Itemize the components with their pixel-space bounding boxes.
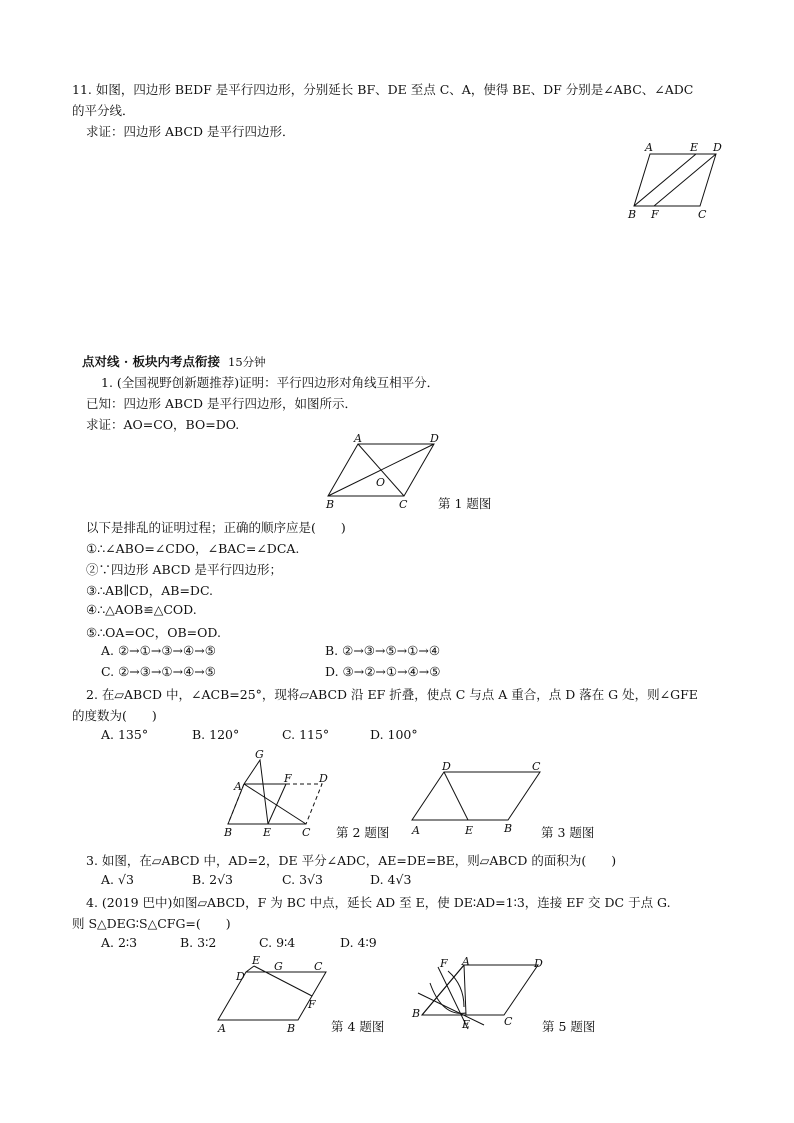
q2-diagonal-ac	[244, 784, 306, 824]
q1-step-2: ②∵四边形 ABCD 是平行四边形；	[86, 562, 282, 577]
q3-figure	[410, 758, 544, 840]
q1-step-3: ③∴AB∥CD，AB=DC.	[86, 583, 214, 598]
q4-label-f: F	[308, 998, 316, 1011]
q3-label-c: C	[532, 760, 541, 773]
q1-label-c: C	[399, 498, 408, 511]
q5-label-f: F	[440, 957, 448, 970]
q4-text-line2: 则 S△DEG∶S△CFG=( )	[72, 916, 231, 931]
q3-label-a: A	[412, 824, 420, 837]
q4-option-c: C. 9∶4	[259, 935, 296, 950]
q5-label-a: A	[462, 955, 470, 968]
q4-option-b: B. 3∶2	[180, 935, 217, 950]
q5-label-c: C	[504, 1015, 513, 1028]
q2-option-c: C. 115°	[282, 727, 330, 742]
q5-figure	[408, 955, 548, 1035]
q4-label-g: G	[274, 960, 283, 973]
q4-caption: 第 4 题图	[331, 1019, 385, 1034]
q1-option-c: C. ②→③→①→④→⑤	[101, 664, 216, 679]
q11-line-be	[634, 154, 696, 206]
q2-fold-line-ef	[268, 784, 286, 824]
q2-caption: 第 2 题图	[336, 825, 390, 840]
q5-label-b: B	[412, 1007, 421, 1020]
q2-figure	[222, 748, 334, 840]
q4-label-e: E	[252, 954, 261, 967]
q5-label-d: D	[534, 957, 543, 970]
q1-label-o: O	[376, 476, 386, 489]
q3-label-e: E	[465, 824, 474, 837]
q11-label-c: C	[698, 208, 707, 221]
q2-option-d: D. 100°	[370, 727, 418, 742]
q2-text-line1: 2. 在▱ABCD 中，∠ACB=25°，现将▱ABCD 沿 EF 折叠，使点 C 与点 A 重合，点 D 落在 G 处，则∠GFE	[86, 687, 698, 702]
q5-arc-upper	[448, 971, 464, 1007]
q1-caption: 第 1 题图	[438, 496, 492, 511]
q1-label-a: A	[354, 432, 362, 445]
q4-figure	[214, 952, 332, 1034]
q3-option-c: C. 3√3	[282, 872, 323, 887]
q3-segment-de	[444, 772, 468, 820]
q1-step-4: ④∴△AOB≌△COD.	[86, 602, 197, 617]
q2-label-c: C	[302, 826, 311, 839]
q11-parallelogram	[634, 154, 716, 206]
q11-figure	[626, 140, 726, 220]
q4-segment-ef	[254, 966, 312, 996]
q4-text-line1: 4. (2019 巴中)如图▱ABCD，F 为 BC 中点，延长 AD 至 E，使 DE∶AD=1∶3，连接 EF 交 DC 于点 G.	[86, 895, 671, 910]
q5-caption: 第 5 题图	[542, 1019, 596, 1034]
q4-label-d: D	[236, 970, 245, 983]
q11-label-e: E	[690, 141, 699, 154]
q5-segment-ae	[464, 965, 466, 1015]
q5-label-e: E	[462, 1018, 471, 1031]
q3-option-d: D. 4√3	[370, 872, 412, 887]
q1-label-b: B	[326, 498, 335, 511]
q2-option-b: B. 120°	[192, 727, 240, 742]
q2-label-f: F	[284, 772, 292, 785]
section-header	[82, 352, 266, 370]
q1-text-line3: 求证：AO=CO，BO=DO.	[86, 417, 240, 432]
q3-caption: 第 3 题图	[541, 825, 595, 840]
q5-parallelogram	[422, 965, 538, 1015]
q1-option-b: B. ②→③→⑤→①→④	[325, 643, 441, 658]
q1-option-a: A. ②→①→③→④→⑤	[101, 643, 216, 658]
q2-label-b: B	[224, 826, 233, 839]
q2-text-line2: 的度数为( )	[72, 708, 157, 723]
q1-prompt: 以下是排乱的证明过程；正确的顺序应是( )	[86, 520, 346, 535]
q3-label-d: D	[442, 760, 451, 773]
q1-label-d: D	[430, 432, 439, 445]
q11-text-line1: 11. 如图，四边形 BEDF 是平行四边形，分别延长 BF、DE 至点 C、A，使得 BE、DF 分别是∠ABC、∠ADC	[72, 82, 694, 97]
q3-text-line1: 3. 如图，在▱ABCD 中，AD=2，DE 平分∠ADC，AE=DE=BE，则▱ABCD 的面积为( )	[86, 853, 617, 868]
q11-line-fd	[654, 154, 716, 206]
q3-option-b: B. 2√3	[192, 872, 234, 887]
section-title: 点对线 · 板块内考点衔接	[82, 354, 221, 369]
q4-label-b: B	[287, 1022, 296, 1035]
q11-label-b: B	[628, 208, 637, 221]
q5-bisector-line	[418, 993, 484, 1025]
q11-label-d: D	[713, 141, 722, 154]
q1-text-line1: 1. (全国视野创新题推荐)证明：平行四边形对角线互相平分．	[101, 375, 440, 390]
section-time: 15分钟	[228, 355, 266, 369]
q4-option-d: D. 4∶9	[340, 935, 377, 950]
q2-label-d: D	[319, 772, 328, 785]
q4-option-a: A. 2∶3	[101, 935, 138, 950]
q2-label-e: E	[263, 826, 272, 839]
q11-label-f: F	[651, 208, 659, 221]
q1-option-d: D. ③→②→①→④→⑤	[325, 664, 441, 679]
q1-step-1: ①∴∠ABO=∠CDO，∠BAC=∠DCA.	[86, 541, 300, 556]
q11-label-a: A	[645, 141, 653, 154]
q1-figure	[324, 434, 444, 512]
q2-label-a: A	[234, 780, 242, 793]
q11-text-line3: 求证：四边形 ABCD 是平行四边形．	[86, 124, 295, 139]
q4-label-a: A	[218, 1022, 226, 1035]
q4-label-c: C	[314, 960, 323, 973]
q3-option-a: A. √3	[101, 872, 134, 887]
q11-text-line2: 的平分线．	[72, 103, 135, 118]
q3-label-b: B	[504, 822, 513, 835]
q2-label-g: G	[255, 748, 264, 761]
q1-text-line2: 已知：四边形 ABCD 是平行四边形，如图所示．	[86, 396, 357, 411]
q1-step-5: ⑤∴OA=OC，OB=OD.	[86, 625, 221, 640]
q3-parallelogram	[412, 772, 540, 820]
q4-parallelogram	[218, 972, 326, 1020]
q2-option-a: A. 135°	[101, 727, 149, 742]
